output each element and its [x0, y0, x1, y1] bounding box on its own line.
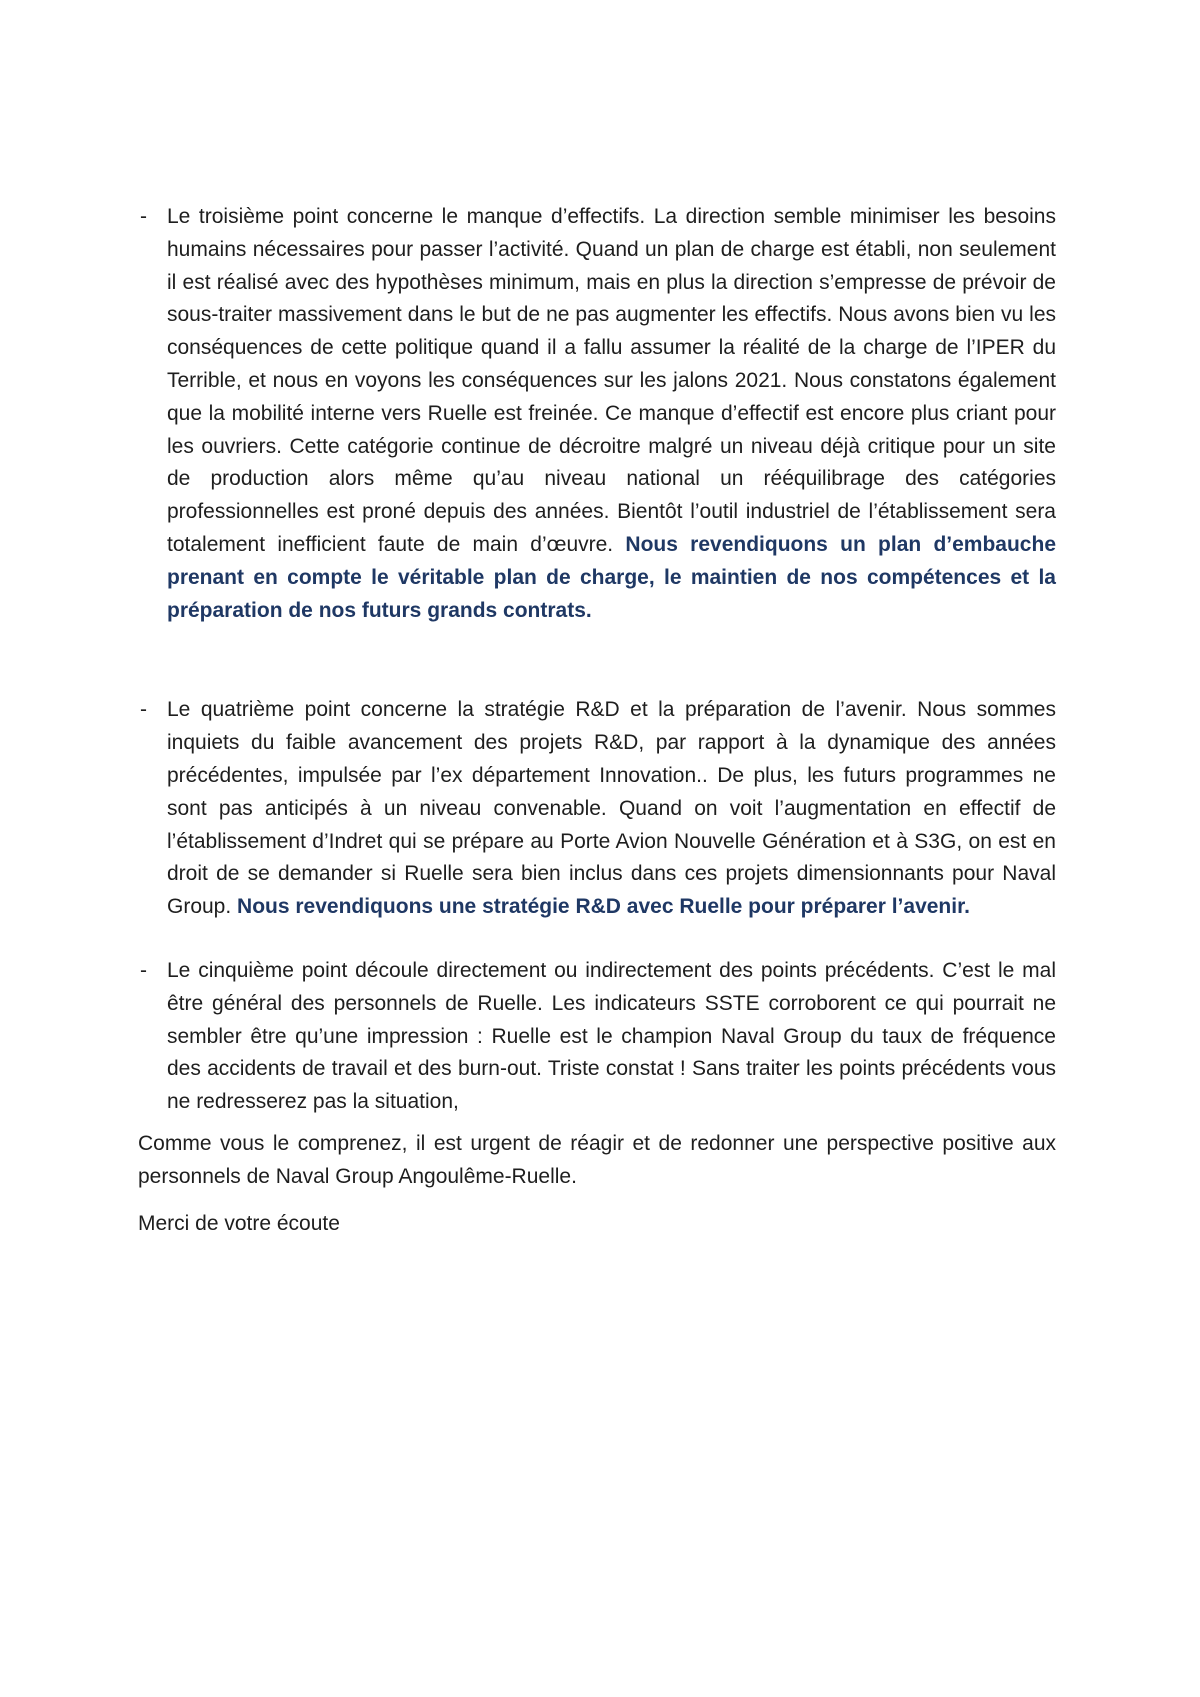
bullet-dash-marker: - [140, 205, 147, 228]
bullet-item-fourth-point [138, 694, 1056, 924]
bullet-dash-marker: - [140, 698, 147, 722]
bullet-body-text: Le cinquième point découle directement ou indirectement des points précédents. C’est le mal être général des personnels de Ruelle. Les indicateurs SSTE corroborent ce qui pourrait ne sembler être qu’une impression : Ruelle est le champion Naval Group du taux de fréquence des accidents de travail et des burn-out. Triste constat ! Sans traiter les points précédents vous ne redresserez pas la situation, [167, 958, 1056, 1114]
bullet-list [138, 201, 1056, 1119]
signoff-text: Merci de votre écoute [138, 1211, 340, 1235]
bullet-item-third-point [138, 201, 1056, 627]
bullet-body-text: Le troisième point concerne le manque d’effectifs. La direction semble minimiser les besoins humains nécessaires pour passer l’activité. Quand un plan de charge est établi, non seulement il est réalisé avec des hypothèses minimum, mais en plus la direction s’empresse de prévoir de sous-traiter massivement dans le but de ne pas augmenter les effectifs. Nous avons bien vu les conséquences de cette politique quand il a fallu assumer la réalité de la charge de l’IPER du Terrible, et nous en voyons les conséquences sur les jalons 2021. Nous constatons également que la mobilité interne vers Ruelle est freinée. Ce manque d’effectif est encore plus criant pour les ouvriers. Cette catégorie continue de décroitre malgré un niveau déjà critique pour un site de production alors même qu’au niveau national un rééquilibrage des catégories professionnelles est proné depuis des années. Bientôt l’outil industriel de l’établissement sera totalement inefficient faute de main d’œuvre. [167, 205, 1056, 556]
document-content [138, 201, 1056, 1240]
bullet-dash-marker: - [140, 958, 147, 982]
closing-paragraph: Comme vous le comprenez, il est urgent de réagir et de redonner une perspective positive aux personnels de Naval Group Angoulême-Ruelle. [138, 1131, 1056, 1188]
bullet-emphasis-text: Nous revendiquons un plan d’embauche prenant en compte le véritable plan de charge, le maintien de nos compétences et la préparation de nos futurs grands contrats. [167, 532, 1056, 622]
bullet-body-text: Le quatrième point concerne la stratégie R&D et la préparation de l’avenir. Nous sommes inquiets du faible avancement des projets R&D, par rapport à la dynamique des années précédentes, impulsée par l’ex département Innovation.. De plus, les futurs programmes ne sont pas anticipés à un niveau convenable. Quand on voit l’augmentation en effectif de l’établissement d’Indret qui se prépare au Porte Avion Nouvelle Génération et à S3G, on est en droit de se demander si Ruelle sera bien inclus dans ces projets dimensionnants pour Naval Group. [167, 698, 1056, 919]
bullet-item-fifth-point [138, 955, 1056, 1119]
bullet-emphasis-text: Nous revendiquons une stratégie R&D avec Ruelle pour préparer l’avenir. [237, 895, 970, 919]
